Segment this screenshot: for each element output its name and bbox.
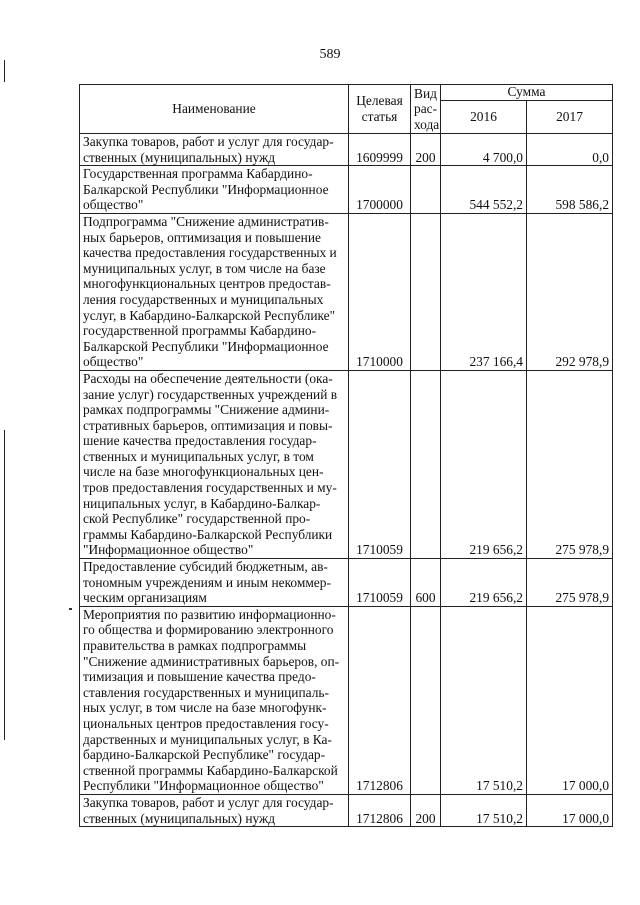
row-article: 1710059 [349, 370, 411, 558]
page-number: 589 [319, 47, 341, 62]
row-sum-2017: 17 000,0 [527, 606, 613, 794]
row-article: 1609999 [349, 134, 411, 166]
row-name: Закупка товаров, работ и услуг для государ-ственных (муниципальных) нужд [80, 134, 349, 166]
row-sum-2016: 17 510,2 [441, 794, 527, 826]
row-sum-2016: 17 510,2 [441, 606, 527, 794]
row-name: Государственная программа Кабардино-Балкарской Республики "Информационное общество" [80, 166, 349, 214]
header-year-2017: 2017 [527, 100, 613, 133]
table-row [80, 134, 613, 166]
row-sum-2017: 275 978,9 [527, 370, 613, 558]
table-row [80, 606, 613, 794]
table-row [80, 370, 613, 558]
row-sum-2016: 237 166,4 [441, 213, 527, 370]
table-row [80, 794, 613, 826]
row-sum-2017: 17 000,0 [527, 794, 613, 826]
header-sum: Сумма [441, 85, 613, 101]
row-name: Расходы на обеспечение деятельности (ока-зание услуг) государственных учреждений в рамках подпрограммы "Снижение админи-стративных барьеров, оптимизация и повы-шение качества предоставления государ-ственных и муниципальных услуг, в том числе на базе многофункциональных цен-тров предоставления государственных и му-ниципальных услуг, в Кабардино-Балкар-ской Республике" государственной про-граммы Кабардино-Балкарской Республики "Информационное общество" [80, 370, 349, 558]
row-type [411, 606, 441, 794]
row-article: 1710059 [349, 559, 411, 607]
table-row [80, 559, 613, 607]
row-article: 1712806 [349, 794, 411, 826]
header-row [80, 85, 613, 101]
budget-table [79, 84, 613, 827]
row-sum-2017: 598 586,2 [527, 166, 613, 214]
header-name: Наименование [80, 85, 349, 134]
row-type [411, 213, 441, 370]
table-row [80, 213, 613, 370]
header-year-2016: 2016 [441, 100, 527, 133]
row-type: 600 [411, 559, 441, 607]
row-name: Закупка товаров, работ и услуг для государ-ственных (муниципальных) нужд [80, 794, 349, 826]
row-type: 200 [411, 794, 441, 826]
row-sum-2016: 4 700,0 [441, 134, 527, 166]
row-type [411, 166, 441, 214]
row-sum-2016: 219 656,2 [441, 370, 527, 558]
header-expense-type: Вид рас-хода [411, 85, 441, 134]
row-name: Мероприятия по развитию информационно-го общества и формированию электронного правительства в рамках подпрограммы "Снижение административных барьеров, оп-тимизация и повышение качества предо-ставления государственных и муниципаль-ных услуг, в том числе на базе многофунк-циональных центров предоставления госу-дарственных и муниципальных услуг, в Ка-бардино-Балкарской Республике" государ-ственной программы Кабардино-Балкарской Республики "Информационное общество" [80, 606, 349, 794]
margin-mark [4, 430, 5, 740]
row-article: 1712806 [349, 606, 411, 794]
row-sum-2017: 0,0 [527, 134, 613, 166]
row-article: 1710000 [349, 213, 411, 370]
row-sum-2016: 544 552,2 [441, 166, 527, 214]
row-sum-2016: 219 656,2 [441, 559, 527, 607]
row-type: 200 [411, 134, 441, 166]
table-row [80, 166, 613, 214]
row-article: 1700000 [349, 166, 411, 214]
row-name: Предоставление субсидий бюджетным, ав-тономным учреждениям и иным некоммер-ческим организациям [80, 559, 349, 607]
scan-speck [69, 608, 72, 610]
header-article: Целевая статья [349, 85, 411, 134]
row-name: Подпрограмма "Снижение административ-ных барьеров, оптимизация и повышение качества предоставления государственных и муниципальных услуг, в том числе на базе многофункциональных центров предостав-ления государственных и муниципальных услуг, в Кабардино-Балкарской Республике" государственной программы Кабардино-Балкарской Республики "Информационное общество" [80, 213, 349, 370]
row-sum-2017: 275 978,9 [527, 559, 613, 607]
row-sum-2017: 292 978,9 [527, 213, 613, 370]
row-type [411, 370, 441, 558]
margin-mark [4, 60, 5, 82]
